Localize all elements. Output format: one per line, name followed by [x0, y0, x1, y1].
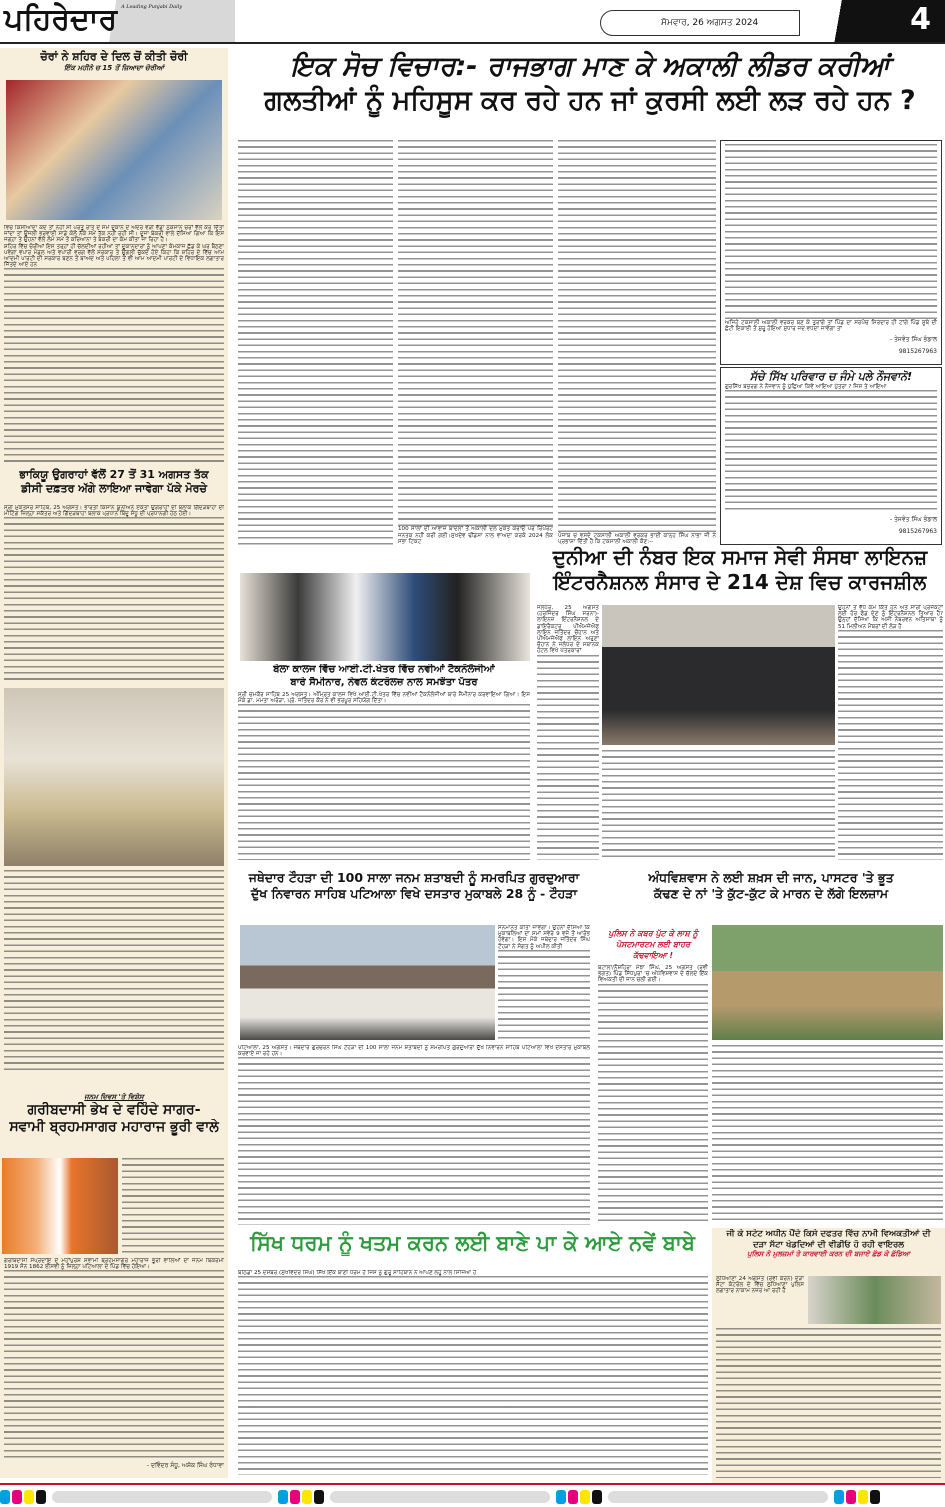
- photo-shop-interior: [6, 80, 222, 220]
- gambling-subheadline: ਪੁਲਿਸ ਨੇ ਮੁਲਜ਼ਮਾਂ ਤੇ ਕਾਰਵਾਈ ਕਰਨ ਦੀ ਬਜਾਏ ਛੱਡ ਕੇ ਛੱਡਿਆ: [747, 1250, 910, 1259]
- lions-headline-1: ਦੁਨੀਆ ਦੀ ਨੰਬਰ ਇਕ ਸਮਾਜ ਸੇਵੀ ਸੰਸਥਾ ਲਾਇਨਜ਼: [552, 545, 928, 569]
- pastor-headline-1: ਅੰਧਵਿਸ਼ਵਾਸ ਨੇ ਲਈ ਸ਼ਖ਼ਸ ਦੀ ਜਾਨ, ਪਾਸਟਰ 'ਤੇ ਭੂਤ: [648, 870, 894, 885]
- main-body: ਪੰਜਾਬ ਚ ਵਸਦੇ ਟਕਸਾਲੀ ਅਕਾਲੀ ਵਰਕਰ ਭਾਈ ਕਾਨ੍ਹ ਸਿੰਘ ਨਾਭਾ ਜੀ ਨੇ ਪ੍ਰਭਾਸ਼ਾ ਦਿੱਤੀ ਹੈ ਕਿ ਟਕਸਾਲੀ ਅਕਾਲੀ ਕੌਣ:--: [558, 532, 716, 545]
- registration-marks: [0, 1490, 945, 1504]
- tagline: A Leading Punjabi Daily: [121, 4, 183, 10]
- farmers-headline-2: ਡੀਸੀ ਦਫ਼ਤਰ ਅੱਗੇ ਲਾਇਆ ਜਾਵੇਗਾ ਪੱਕੇ ਮੋਰਚੇ: [21, 481, 207, 495]
- birthday-headline-1: ਗਰੀਬਦਾਸੀ ਭੇਖ ਦੇ ਵਹਿੰਦੇ ਸਾਗਰ-: [27, 1101, 201, 1118]
- footer-rule: [0, 1483, 945, 1485]
- opinion-body: ਅਜਿਹੇ ਟਕਸਾਲੀ ਅਕਾਲੀ ਵਰਕਰ ਬਣ ਕੇ ਤੁਰਾਂਗੇ ਤਾਂ ਪਿੰਡ ਦਾ ਸਰਪੰਚ ਸਿਰਦਾਰ ਹੀ ਟਾਂਗੇ ਪਿੰਡ ਸੂਬੇ ਦੀ ਛੋਟੀ ਇਕਾਈ ਤੋਂ ਸ਼ੁਰੂ ਹੋਇਆ ਸੁਧਾਰ ਜਦ ਵਧਦਾ ਜਾਵੇਗਾ ਤਾਂ: [725, 319, 937, 332]
- youth-headline: ਸੱਚੇ ਸਿੱਖ ਪਰਿਵਾਰ ਚ ਜੰਮੇ ਪਲੇ ਨੌਜਵਾਨੋ!: [749, 370, 913, 383]
- tohra-body: ਸਨਮਾਨਤ ਕੀਤਾ ਜਾਵੇਗਾ। ਉਹਨਾਂ ਦੱਸਿਆ ਕਿ ਮੁਕਾਬਲਿਆਂ ਦਾ ਸਮਾਂ ਸਵੇਰੇ 9 ਵਜੇ ਤੋਂ ਆਰੰਭ ਹੋਵੇਗਾ। ਇਸ ਮੌਕੇ ਜਥੇਦਾਰ ਜਤਿੰਦਰ ਸਿੰਘ ਟੌਹੜਾ ਨੇ ਸੰਗਤ ਨੂੰ ਅਪੀਲ ਕੀਤੀ: [498, 925, 590, 950]
- lions-body: ਜਲੰਧਰ, 25 ਅਗਸਤ (ਹਰਜਿੰਦਰ ਸਿੰਘ ਸਰਨਾ)- ਲਾਇਨਜ਼ ਇੰਟਰਨੈਸ਼ਨਲ ਦੇ ਡਾਇਰੈਕਟਰ ਪੀਐਮਜੇਐਫ ਲਾਇਨ ਜਤਿੰਦਰ ਚੌਹਾਨ ਅਤੇ ਪੀਐਮਜੇਐਫ ਲਾਇਨ ਅਰੁਣਾ ਚੌਹਾਨ ਨੇ ਜਲੰਧਰ ਦੇ ਸਥਾਨਕ ਹੋਟਲ ਵਿਖੇ ਪੱਤਰਕਾਰਾਂ: [537, 605, 599, 655]
- gambling-headline-2: ਦੜਾ ਸੱਟਾ ਖੇਡਦਿਆਂ ਦੀ ਵੀਡੀਓ ਹੋ ਰਹੀ ਵਾਇਰਲ: [752, 1239, 905, 1250]
- tohra-headline-2: ਦੁੱਖ ਨਿਵਾਰਨ ਸਾਹਿਬ ਪਟਿਆਲਾ ਵਿਖੇ ਦਸਤਾਰ ਮੁਕਾਬਲੇ 28 ਨੂੰ - ਟੌਹੜਾ: [250, 885, 578, 901]
- opinion-phone: 9815267963: [898, 348, 937, 355]
- opinion-author: - ਤੇਜਵੰਤ ਸਿੰਘ ਭੰਡਾਲ: [890, 336, 937, 343]
- photo-swami: [2, 1158, 118, 1254]
- lions-headline-2: ਇੰਟਰਨੈਸ਼ਨਲ ਸੰਸਾਰ ਦੇ 214 ਦੇਸ਼ ਵਿਚ ਕਾਰਜਸ਼ੀਲ: [553, 570, 927, 594]
- masthead: [0, 0, 945, 44]
- theft-headline: ਚੋਰਾਂ ਨੇ ਸ਼ਹਿਰ ਦੇ ਦਿਲ ਚੋਂ ਕੀਤੀ ਚੋਰੀ: [40, 50, 188, 63]
- page-number: 4: [910, 2, 931, 37]
- main-body-2: 100 ਸਾਲਾਂ ਦੀ ਆਵਾਜ਼ ਬਾਦਲਾਂ ਤੋਂ ਅਕਾਲੀ ਦਲ ਮੁਕਤ ਕਰਾਓ ਪਰ ਰਿਪੋਰਟ ਜਨਤਕ ਨਹੀਂ ਕਰੀ ਗਈ।ਸੁਖਦੇਵ ਢੀਂਡਸਾ ਨਾਲ ਵਾਅਦਾ ਕਰਕੇ 2024 ਲੋਕ ਸਭਾ ਟਿਕਟ: [398, 526, 553, 545]
- tohra-body-2: ਪਟਿਆਲਾ, 25 ਅਗਸਤ। ਜਥੇਦਾਰ ਗੁਰਚਰਨ ਸਿੰਘ ਟੌਹੜਾ ਦੀ 100 ਸਾਲਾ ਜਨਮ ਸ਼ਤਾਬਦੀ ਨੂੰ ਸਮਰਪਿਤ ਗੁਰਦੁਆਰਾ ਦੁੱਖ ਨਿਵਾਰਨ ਸਾਹਿਬ ਪਟਿਆਲਾ ਵਿਖੇ ਦਸਤਾਰ ਮੁਕਾਬਲੇ ਕਰਵਾਏ ਜਾ ਰਹੇ ਹਨ।: [238, 1045, 590, 1058]
- college-headline-2: ਬਾਰੇ ਸੈਮੀਨਾਰ, ਨੇਵਲ ਕੰਟਰੋਲਜ਼ ਨਾਲ ਸਮਝੌਤਾ ਪੱਤਰ: [290, 676, 478, 688]
- birthday-body: ਗਰੀਬਦਾਸੀ ਸੰਪ੍ਰਦਾਇ ਦੇ ਮਹਾਂਪੁਰਸ਼ ਸਵਾਮੀ ਬ੍ਰਹਮਸਾਗਰ ਮਹਾਰਾਜ ਭੂਰੀ ਵਾਲਿਆਂ ਦਾ ਜਨਮ ਬਿਕਰਮੀ 1919 ਸੰਨ 1862 ਈਸਵੀ ਨੂੰ ਜ਼ਿਲ੍ਹਾ ਪਟਿਆਲਾ ਦੇ ਪਿੰਡ ਵਿੱਚ ਹੋਇਆ।: [4, 1258, 224, 1271]
- photo-pastor-grave: [712, 925, 943, 1040]
- logo: ਪਹਿਰੇਦਾਰ: [4, 2, 118, 37]
- lions-body-2: ਉਹਨਾਂ ਤੋਂ ਵੱਧ ਕੰਮ ਕਿੱਤੇ ਹਨ ਅਤੇ ਸਾਰੀ ਪ੍ਰੋਜੈਕਟਾਂ ਲਈ ਹੋਰ ਫੰਡ ਦੇਣ ਨੂੰ ਇੰਟਰਨੈਸ਼ਨਲ ਤਿਆਰ ਹੈ? ਉਨ੍ਹਾਂ ਦੱਸਿਆ ਕਿ ਅਸੀਂ ਨੰਬਰਵਨ ਅਤਿਸਾਥਾ ਨੂੰ 51 ਮਿਲੀਅਨ ਮੈਂਬਰਾਂ ਦੀ ਲੋੜ ਹੈ: [838, 605, 943, 630]
- photo-lions-press: [602, 605, 835, 745]
- theft-subheadline: ਇੱਕ ਮਹੀਨੇ ਚ 15 ਤੋਂ ਜ਼ਿਆਦਾ ਚੋਰੀਆਂ: [64, 63, 164, 72]
- photo-gambling-video: [808, 1276, 941, 1324]
- gambling-headline-1: ਜੀ ਕੇ ਸਟੇਟ ਅਧੀਨ ਪੈਂਦੇ ਕਿਸੇ ਦਫਤਰ ਵਿੱਚ ਨਾਮੀ ਵਿਅਕਤੀਆਂ ਦੀ: [726, 1229, 931, 1239]
- photo-tohra-gathering: [240, 925, 495, 1040]
- farmers-headline-1: ਭਾਕਿਯੂ ਉਗਰਾਹਾਂ ਵੱਲੋਂ 27 ਤੋਂ 31 ਅਗਸਤ ਤੱਕ: [19, 468, 209, 481]
- photo-college-mou: [240, 573, 530, 661]
- farmers-body: ਸ੍ਰੀ ਮੁਕਤਸਰ ਸਾਹਿਬ, 25 ਅਗਸਤ। ਭਾਰਤੀ ਕਿਸਾਨ ਯੂਨੀਅਨ ਏਕਤਾ ਉਗਰਾਹਾਂ ਦੀ ਬਲਾਕ ਗਿੱਦੜਬਾਹਾ ਦੀ ਮੀਟਿੰਗ ਜ਼ਿਲ੍ਹਾ ਸਕੱਤਰ ਅਤੇ ਗਿੱਦੜਬਾਹਾ ਬਲਾਕ ਪ੍ਰਧਾਨ ਬਿੰਦੂ ਸੰਧੂ ਦੀ ਪ੍ਰਧਾਨਗੀ ਹੇਠ ਹੋਈ।: [4, 505, 224, 518]
- photo-farmers-meeting: [4, 688, 224, 866]
- babas-body: ਬਠਿੰਡਾ 25 ਦਸੰਬਰ (ਸੁਖਵਿੰਦਰ ਸਿੰਘ) ਸਿੱਖ ਇੱਕ ਬਾਣੀ ਧਰਮ ਹੈ ਜਿਸ ਨੂੰ ਗੁਰੂ ਸਾਹਿਬਾਨ ਨੇ ਆਪਣੇ ਲਹੂ ਨਾਲ ਸਿੰਜਿਆ ਹੈ: [238, 1270, 477, 1276]
- birthday-kicker: ਜਨਮ ਦਿਵਸ 'ਤੇ ਵਿਸ਼ੇਸ: [84, 1093, 144, 1101]
- pastor-headline-2: ਕੱਢਣ ਦੇ ਨਾਂ 'ਤੇ ਕੁੱਟ-ਕੁੱਟ ਕੇ ਮਾਰਨ ਦੇ ਲੱਗੇ ਇਲਜ਼ਾਮ: [653, 885, 889, 901]
- date-label: ਸੋਮਵਾਰ, 26 ਅਗਸਤ 2024: [600, 10, 800, 36]
- youth-body: ਗੁਰਸਿੱਖ ਬਜ਼ੁਰਗ ਨੇ ਨੌਜਵਾਨ ਨੂੰ ਪੁੱਛਿਆ ਕਿਵੇਂ ਆਇਆ ਪੁੱਤਰਾ ? ਜਿਸ ਤੇ ਆਇਆ: [725, 383, 887, 390]
- theft-body-2: ਸ਼ਹਿਰ ਵਿੱਚ ਚੋਰੀਆਂ ਇਸ ਤਰ੍ਹਾਂ ਹੀ ਚੱਲਦੀਆਂ ਰਹੀਆਂ ਤਾਂ ਦੁਕਾਨਦਾਰਾਂ ਨੂੰ ਆਪਣਾ ਕੰਮਕਾਜ ਛੱਡ ਕੇ ਘਰ ਬੈਠਣਾ ਪਵੇਗਾ ਵਪਾਰ ਮੰਡਲ ਅਤੇ ਵਪਾਰੀ ਵਰਗ ਵੱਲੋਂ ਸਰਕਾਰ ਤੇ ਉਂਗਲੀ ਚੁੱਕਦੇ ਹੋਏ ਕਿਹਾ ਕਿ ਸ਼ਹਿਰ ਦੇ ਵਿੱਚ ਆਮ ਆਦਮੀ ਪਾਰਟੀ ਦੀ ਸਰਕਾਰ ਬਣਨ ਤੋਂ ਬਾਅਦ ਅਤੇ ਪਹਿਲਾ ਤੋਂ ਵੀ ਆਮ ਆਦਮੀ ਪਾਰਟੀ ਦੇ ਵਿਧਾਇਕ ਲਗਾਤਾਰ ਜਿੱਤਦੇ ਆਏ ਹਨ: [4, 243, 224, 269]
- college-headline-1: ਬੇਲਾ ਕਾਲਜ ਵਿੱਚ ਆਈ.ਟੀ.ਖੇਤਰ ਵਿੱਚ ਨਵੀਆਂ ਟੈਕਨੋਲੋਜੀਆਂ: [273, 664, 495, 675]
- birthday-byline: - ਦਵਿੰਦਰ ਸੰਧੂ, ਅਸ਼ੋਕ ਸਿੰਘ ਰੰਧਾਵਾ: [146, 1462, 224, 1469]
- youth-phone: 9815267963: [898, 528, 937, 535]
- college-body: ਸ੍ਰੀ ਚਮਕੌਰ ਸਾਹਿਬ 25 ਅਗਸਤ। ਅੰਮ੍ਰਿਤ ਕਾਲਜ ਵਿਖੇ ਆਈ.ਟੀ.ਖੇਤਰ ਵਿੱਚ ਨਵੀਆਂ ਟੈਕਨੋਲੋਜੀਆਂ ਬਾਰੇ ਸੈਮੀਨਾਰ ਕਰਵਾਇਆ ਗਿਆ। ਇਸ ਮੌਕੇ ਡਾ. ਮਮਤਾ ਅਰੋੜਾ, ਪ੍ਰੋ. ਜਤਿੰਦਰ ਕੌਰ ਨੇ ਵੀ ਭਰਪੂਰ ਸਹਿਯੋਗ ਦਿੱਤਾ।: [238, 692, 530, 705]
- pastor-subheadline: ਪੁਲਿਸ ਨੇ ਕਬਰ ਪੁੱਟ ਕੇ ਲਾਸ਼ ਨੂੰ ਪੋਸਟਮਾਰਟਮ ਲਈ ਬਾਹਰ ਕੱਢਵਾਇਆ !: [608, 929, 698, 960]
- main-headline-1: ਇਕ ਸੋਚ ਵਿਚਾਰ:- ਰਾਜਭਾਗ ਮਾਣ ਕੇ ਅਕਾਲੀ ਲੀਡਰ ਕਰੀਆਂ: [290, 51, 890, 82]
- babas-headline: ਸਿੱਖ ਧਰਮ ਨੂੰ ਖਤਮ ਕਰਨ ਲਈ ਬਾਣੇ ਪਾ ਕੇ ਆਏ ਨਵੇਂ ਬਾਬੇ: [250, 1231, 695, 1255]
- birthday-headline-2: ਸਵਾਮੀ ਬ੍ਰਹਮਸਾਗਰ ਮਹਾਰਾਜ ਭੂਰੀ ਵਾਲੇ: [9, 1119, 219, 1136]
- theft-body: ਵਿਚ ਕਿਸੀਆਦਾ ਕਦ ਤਾਂ ਨਹੀਂ ਸੀ ਪਰੰਤੂ ਰਾਤ ਦੇ ਸਮੇਂ ਦੁਕਾਨ ਦੇ ਅੰਦਰ ਵੜੀ ਵੱਡਾ ਨੁਕਸਾਨ ਚੋਰਾਂ ਵੱਲੋਂ ਕਰ ਦਿੱਤਾ ਜਾਂਦਾ ਤਾਂ ਉਜਲੀ ਭਰਵਾਈ ਸਾਡੇ ਕੋਲੋਂ ਨੱਕੇ ਸਮੇਂ ਤੱਕ ਨਹੀਂ ਰਹੀ ਸੀ। ਦੂਜਾ ਬੇਕਰੀ ਵਾਲੇ ਦੱਸਿਆ ਗਿਆ ਕਿ ਇਸ ਜਗ੍ਹਾ ਤੇ ਉਹਨਾਂ ਵੱਲੋਂ ਲੰਮੇ ਸਮੇਂ ਤੋਂ ਕਰਿਆਨਾ ਤੇ ਬੇਕਰੀ ਦਾ ਕੰਮ ਕੀਤਾ ਜਾ ਰਿਹਾ ਹੈ।: [4, 225, 224, 244]
- youth-author: - ਤੇਜਵੰਤ ਸਿੰਘ ਭੰਡਾਲ: [890, 516, 937, 523]
- tohra-headline-1: ਜਥੇਦਾਰ ਟੌਹੜਾ ਦੀ 100 ਸਾਲਾ ਜਨਮ ਸ਼ਤਾਬਦੀ ਨੂੰ ਸਮਰਪਿਤ ਗੁਰਦੁਆਰਾ: [248, 870, 580, 885]
- main-headline-2: ਗਲਤੀਆਂ ਨੂੰ ਮਹਿਸੂਸ ਕਰ ਰਹੇ ਹਨ ਜਾਂ ਕੁਰਸੀ ਲਈ ਲੜ ਰਹੇ ਹਨ ?: [264, 84, 916, 116]
- gambling-body: ਲੁਧਿਆਣਾ 24 ਅਗਸਤ (ਰਵੀ ਕਰਨ) ਦੜਾ ਸੱਟਾ ਕੰਟਰੋਲ ਦੇ ਵਿੱਚ ਲੁਧਿਆਣਾ ਪੁਲਿਸ ਲਗਾਤਾਰ ਨਾਕਾਮ ਨਜ਼ਰ ਆ ਰਹੀ ਹੈ: [716, 1276, 804, 1295]
- pastor-body: ਬਟਾਲਾ/ਨੌਸ਼ਹਿਰਾ ਮੱਝਾ ਸਿੰਘ, 25 ਅਗਸਤ (ਰਵੀ ਭਗਤ) ਪਿੰਡ ਸਿੱਧਪੁਰਾ 'ਚ ਅੰਧਵਿਸ਼ਵਾਸ ਦੇ ਚੱਲਦੇ ਇੱਕ ਵਿਅਕਤੀ ਦੀ ਜਾਨ ਚਲੀ ਗਈ।: [598, 965, 708, 984]
